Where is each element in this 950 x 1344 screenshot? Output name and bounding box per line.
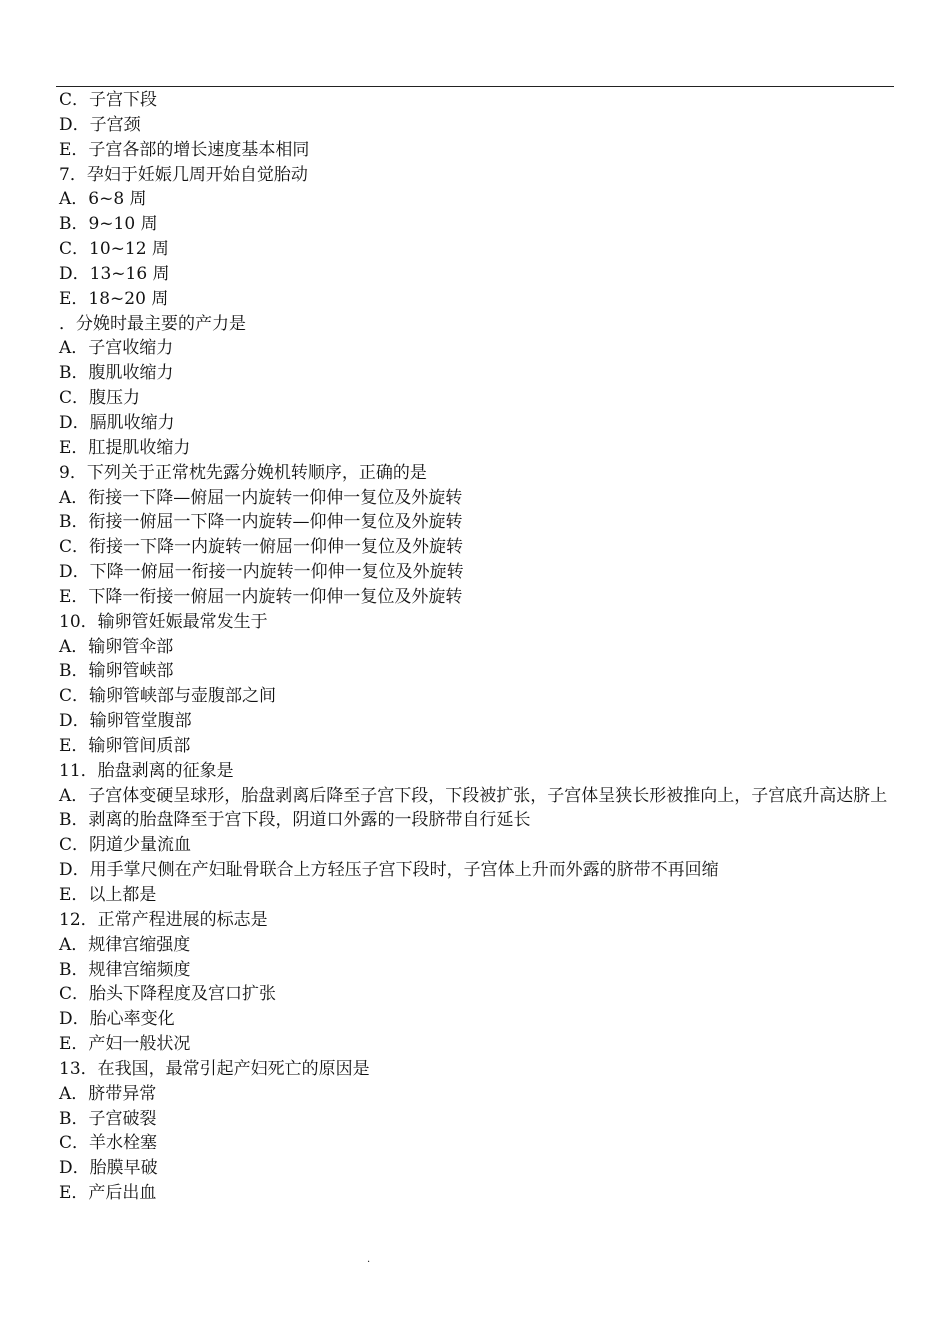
text-line: D．胎心率变化 <box>59 1009 175 1030</box>
text-line: E．18~20 周 <box>59 288 169 309</box>
text-line: B．衔接一俯屈一下降一内旋转—仰伸一复位及外旋转 <box>59 512 463 533</box>
text-line: D．子宫颈 <box>59 114 141 135</box>
text-line: C．输卵管峡部与壶腹部之间 <box>59 686 277 707</box>
question-line: 11．胎盘剥离的征象是 <box>59 760 234 781</box>
text-line: B．剥离的胎盘降至于宫下段，阴道口外露的一段脐带自行延长 <box>59 810 531 831</box>
text-line: A．规律宫缩强度 <box>59 934 191 955</box>
text-line: C．胎头下降程度及宫口扩张 <box>59 984 277 1005</box>
question-line: 10．输卵管妊娠最常发生于 <box>59 611 268 632</box>
text-line: C．10~12 周 <box>59 239 169 260</box>
header-rule <box>56 86 894 87</box>
text-line: C．阴道少量流血 <box>59 835 192 856</box>
text-line: C．腹压力 <box>59 388 141 409</box>
text-line: B．子宫破裂 <box>59 1108 157 1129</box>
text-line: E．输卵管间质部 <box>59 735 191 756</box>
text-line: C．衔接一下降一内旋转一俯屈一仰伸一复位及外旋转 <box>59 537 464 558</box>
question-line: 12．正常产程进展的标志是 <box>59 909 268 930</box>
text-line: A．子宫体变硬呈球形，胎盘剥离后降至子宫下段，下段被扩张，子宫体呈狭长形被推向上，子宫底升高达脐上 <box>59 785 888 806</box>
text-line: A．子宫收缩力 <box>59 338 174 359</box>
text-line: D．下降一俯屈一衔接一内旋转一仰伸一复位及外旋转 <box>59 562 464 583</box>
text-line: C．子宫下段 <box>59 90 158 110</box>
question-line: 9．下列关于正常枕先露分娩机转顺序，正确的是 <box>59 462 427 483</box>
text-line: E．肛提肌收缩力 <box>59 437 191 458</box>
question-line: 13．在我国，最常引起产妇死亡的原因是 <box>59 1058 370 1079</box>
text-line: D．输卵管堂腹部 <box>59 711 192 732</box>
text-line: D．膈肌收缩力 <box>59 412 175 433</box>
text-line: A．输卵管伞部 <box>59 636 174 657</box>
footer-mark: . <box>367 1254 371 1265</box>
text-line: E．下降一衔接一俯屈一内旋转一仰伸一复位及外旋转 <box>59 586 463 607</box>
text-line: D．胎膜早破 <box>59 1158 158 1179</box>
document-body <box>59 88 895 1206</box>
text-line: A．6~8 周 <box>59 189 147 210</box>
question-line: ．分娩时最主要的产力是 <box>59 313 246 334</box>
text-line: E．产妇一般状况 <box>59 1034 191 1055</box>
text-line: D．13~16 周 <box>59 263 170 284</box>
text-line: B．输卵管峡部 <box>59 661 174 682</box>
text-line: A．衔接一下降—俯屈一内旋转一仰伸一复位及外旋转 <box>59 487 463 508</box>
text-line: E．以上都是 <box>59 885 157 905</box>
text-line: B．规律宫缩频度 <box>59 959 191 980</box>
text-line: C．羊水栓塞 <box>59 1133 158 1154</box>
text-line: D．用手掌尺侧在产妇耻骨联合上方轻压子宫下段时，子宫体上升而外露的脐带不再回缩 <box>59 860 719 881</box>
text-line: B．9~10 周 <box>59 214 158 235</box>
text-line: E．子宫各部的增长速度基本相同 <box>59 139 310 160</box>
text-line: B．腹肌收缩力 <box>59 363 174 384</box>
text-line: A．脐带异常 <box>59 1083 157 1104</box>
question-line: 7．孕妇于妊娠几周开始自觉胎动 <box>59 164 308 185</box>
text-line: E．产后出血 <box>59 1183 157 1204</box>
